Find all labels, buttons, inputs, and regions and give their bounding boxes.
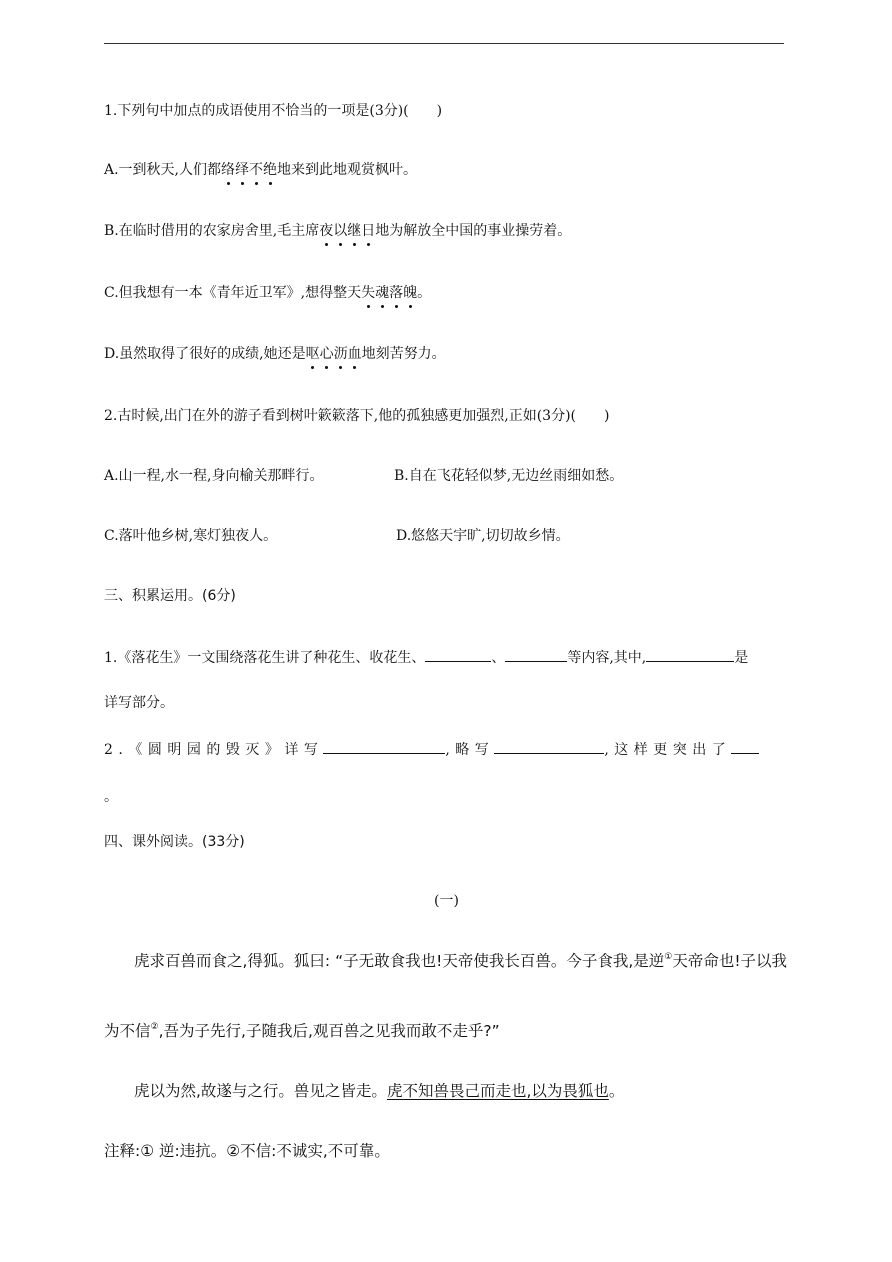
passage-text: 虎求百兽而食之,得狐。狐曰: “子无敢食我也!天帝使我长百兽。今子食我,是逆	[134, 952, 665, 970]
question-text: ,这样更突出了	[604, 742, 732, 758]
dotted-char: 夜	[319, 223, 334, 239]
section-3-title: 三、积累运用。(6分)	[104, 588, 236, 604]
answer-blank[interactable]	[323, 739, 445, 754]
question-text: ,略写	[445, 742, 495, 758]
s3-q2-line	[104, 739, 759, 760]
dotted-char: 绝	[263, 162, 278, 178]
footnote-marker: ①	[664, 952, 673, 962]
s3-q1-line	[104, 647, 748, 668]
question-text: 等内容,其中,	[567, 650, 647, 666]
answer-blank[interactable]	[425, 647, 491, 662]
answer-blank[interactable]	[494, 739, 604, 754]
header-rule	[104, 43, 784, 44]
dotted-char: 心	[319, 346, 334, 362]
passage-paragraph-1	[134, 951, 787, 971]
dotted-char: 呕	[305, 346, 320, 362]
dotted-char: 失	[361, 285, 376, 301]
passage-paragraph-2	[134, 1081, 624, 1101]
footnote-marker: ②	[150, 1022, 159, 1032]
option-text: 。	[417, 285, 432, 301]
question-text: 是	[734, 650, 749, 666]
q2-option-d[interactable]: D.悠悠天宇旷,切切故乡情。	[396, 528, 570, 544]
question-text: 、	[491, 650, 506, 666]
answer-blank[interactable]	[731, 739, 759, 754]
dotted-char: 魄	[403, 285, 418, 301]
passage-text: 天帝命也!子以我	[672, 952, 788, 970]
option-text: C.但我想有一本《青年近卫军》,想得整天	[104, 285, 362, 301]
q1-option-a[interactable]	[104, 160, 417, 180]
q1-option-b[interactable]	[104, 221, 571, 241]
dotted-char: 日	[361, 223, 376, 239]
option-text: 地来到此地观赏枫叶。	[277, 162, 418, 178]
q2-option-a[interactable]: A.山一程,水一程,身向榆关那畔行。	[104, 468, 324, 484]
passage-paragraph-1-cont	[104, 1021, 500, 1041]
dotted-char: 不	[249, 162, 264, 178]
dotted-char: 沥	[333, 346, 348, 362]
answer-blank[interactable]	[646, 647, 734, 662]
passage-text: ,吾为子先行,子随我后,观百兽之见我而敢不走乎?”	[158, 1022, 500, 1040]
q2-option-b[interactable]: B.自在飞花轻似梦,无边丝雨细如愁。	[394, 468, 624, 484]
question-text: 2.《圆明园的毁灭》详写	[104, 742, 324, 758]
section-4-title: 四、课外阅读。(33分)	[104, 834, 245, 850]
option-text: 地刻苦努力。	[361, 346, 446, 362]
option-text: A.一到秋天,人们都	[104, 162, 222, 178]
dotted-char: 绎	[235, 162, 250, 178]
q1-stem: 1.下列句中加点的成语使用不恰当的一项是(3分)( )	[104, 103, 443, 119]
passage-text: 。	[608, 1082, 625, 1100]
q1-option-c[interactable]	[104, 283, 431, 303]
question-text: 1.《落花生》一文围绕落花生讲了种花生、收花生、	[104, 650, 426, 666]
passage-number: (一)	[434, 893, 459, 909]
dotted-char: 血	[347, 346, 362, 362]
dotted-char: 以	[333, 223, 348, 239]
passage-text: 虎以为然,故遂与之行。兽见之皆走。	[134, 1082, 387, 1100]
q2-stem: 2.古时候,出门在外的游子看到树叶簌簌落下,他的孤独感更加强烈,正如(3分)( )	[104, 408, 610, 424]
dotted-char: 魂	[375, 285, 390, 301]
option-text: B.在临时借用的农家房舍里,毛主席	[104, 223, 320, 239]
passage-footnote: 注释:① 逆:违抗。②不信:不诚实,不可靠。	[104, 1142, 390, 1160]
s3-q2-line-2: 。	[104, 789, 118, 805]
dotted-char: 络	[221, 162, 236, 178]
q1-option-d[interactable]	[104, 344, 446, 364]
option-text: D.虽然取得了很好的成绩,她还是	[104, 346, 306, 362]
s3-q1-line-2: 详写部分。	[104, 695, 174, 711]
underlined-sentence: 虎不知兽畏己而走也,以为畏狐也	[386, 1082, 609, 1100]
dotted-char: 继	[347, 223, 362, 239]
passage-text: 为不信	[104, 1022, 151, 1040]
answer-blank[interactable]	[505, 647, 567, 662]
q2-option-c[interactable]: C.落叶他乡树,寒灯独夜人。	[104, 528, 278, 544]
dotted-char: 落	[389, 285, 404, 301]
option-text: 地为解放全中国的事业操劳着。	[375, 223, 572, 239]
